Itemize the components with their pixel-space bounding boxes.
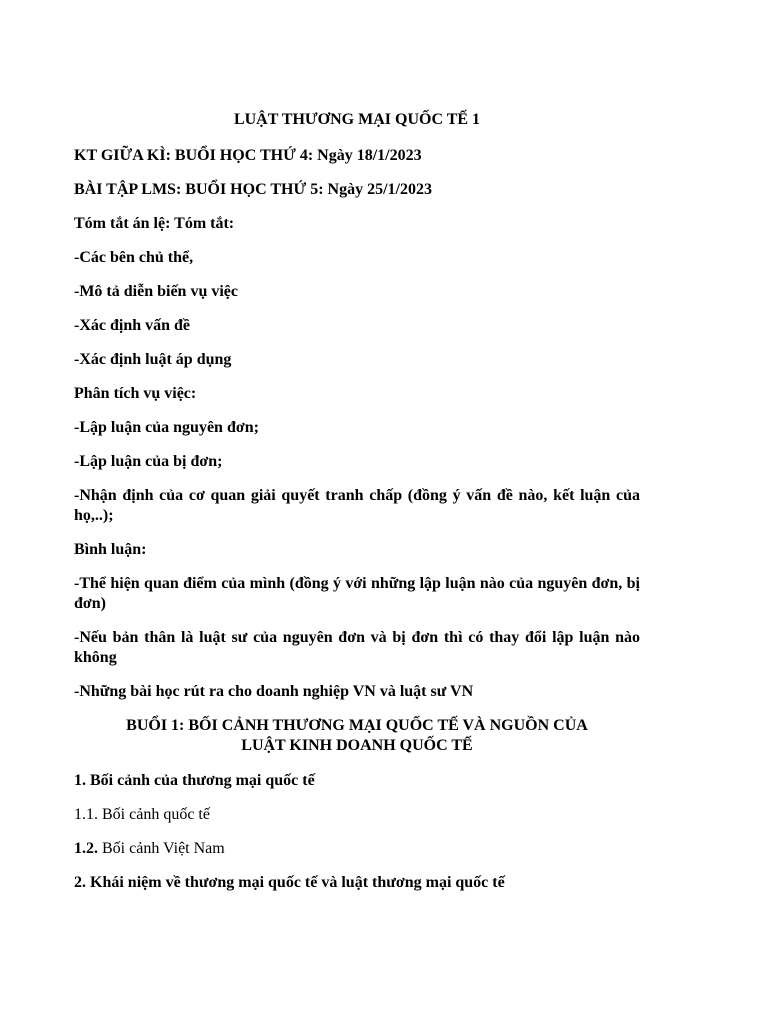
outline-item-1: 1. Bối cảnh của thương mại quốc tế: [74, 772, 315, 789]
analysis-item-defendant: -Lập luận của bị đơn;: [74, 453, 223, 470]
commentary-heading: Bình luận:: [74, 541, 147, 558]
outline-item-1-2-text: Bối cảnh Việt Nam: [98, 840, 225, 857]
summary-item-facts: -Mô tả diễn biến vụ việc: [74, 283, 238, 300]
summary-item-issues: -Xác định vấn đề: [74, 317, 191, 334]
summary-item-parties: -Các bên chủ thể,: [74, 249, 194, 266]
commentary-item-lawyer: -Nếu bản thân là luật sư của nguyên đơn và bị đơn thì có thay đổi lập luận nào không: [74, 629, 640, 666]
section-heading: [74, 716, 640, 756]
analysis-item-plaintiff: -Lập luận của nguyên đơn;: [74, 419, 259, 436]
commentary-item-opinion: -Thể hiện quan điểm của mình (đồng ý với những lập luận nào của nguyên đơn, bị đơn): [74, 575, 640, 612]
outline-item-2: 2. Khái niệm về thương mại quốc tế và luật thương mại quốc tế: [74, 874, 505, 891]
commentary-item-lessons: -Những bài học rút ra cho doanh nghiệp VN và luật sư VN: [74, 683, 474, 700]
case-analysis-heading: Phân tích vụ việc:: [74, 385, 197, 402]
summary-item-applicable-law: -Xác định luật áp dụng: [74, 351, 232, 368]
section-heading-line-1: BUỔI 1: BỐI CẢNH THƯƠNG MẠI QUỐC TẾ VÀ NGUỒN CỦA: [126, 717, 588, 734]
document-page: [74, 110, 640, 893]
midterm-exam-line: KT GIỮA KÌ: BUỔI HỌC THỨ 4: Ngày 18/1/2023: [74, 147, 422, 164]
outline-item-1-2-number: 1.2.: [74, 840, 98, 857]
case-summary-heading: Tóm tắt án lệ: Tóm tắt:: [74, 215, 235, 232]
outline-item-1-1: 1.1. Bối cảnh quốc tế: [74, 806, 210, 823]
outline-item-1-2: [74, 839, 640, 859]
document-title: LUẬT THƯƠNG MẠI QUỐC TẾ 1: [233, 111, 481, 128]
lms-assignment-line: BÀI TẬP LMS: BUỔI HỌC THỨ 5: Ngày 25/1/2023: [74, 181, 432, 198]
section-heading-line-2: LUẬT KINH DOANH QUỐC TẾ: [241, 737, 473, 754]
analysis-item-tribunal: -Nhận định của cơ quan giải quyết tranh chấp (đồng ý vấn đề nào, kết luận của họ,..);: [74, 487, 640, 524]
